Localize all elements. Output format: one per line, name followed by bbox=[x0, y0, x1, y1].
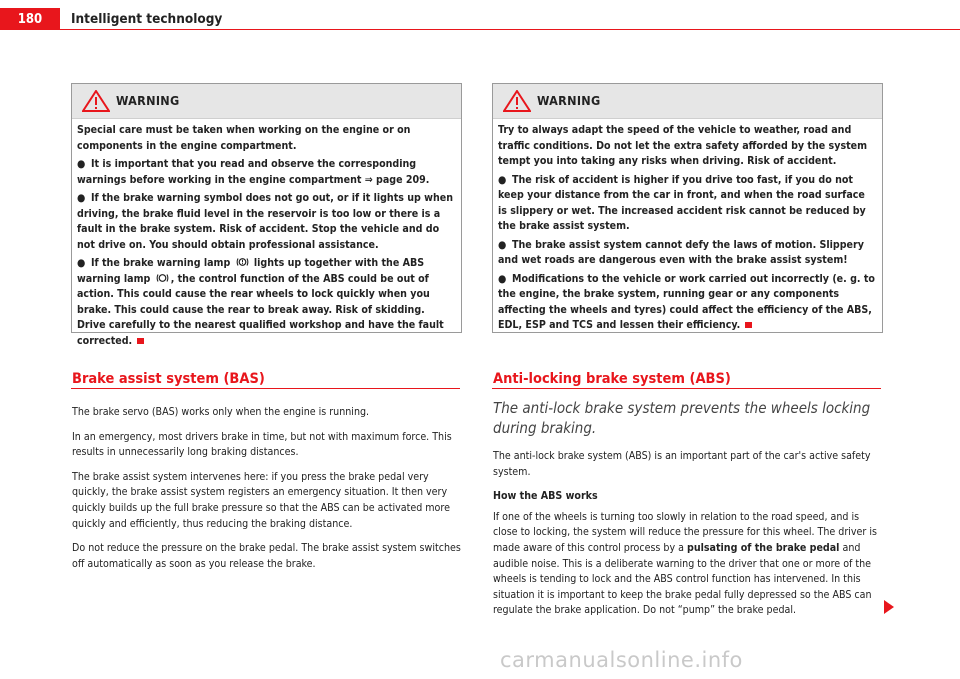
paragraph: The brake assist system intervenes here: if you press the brake pedal very quickly, the brake assist system registers an emergency situation. It then very quickly builds up the full brake pressure so that the ABS can be activated more quickly and efficiently, thus reducing the braking distance. bbox=[72, 470, 450, 530]
warning-label: WARNING bbox=[116, 93, 180, 108]
paragraph: Do not reduce the pressure on the brake pedal. The brake assist system switches off automatically as soon as you release the brake. bbox=[72, 542, 461, 570]
brake-warning-lamp-icon bbox=[236, 257, 249, 267]
paragraph: The brake servo (BAS) works only when the engine is running. bbox=[72, 406, 370, 418]
abs-section-title: Anti-locking brake system (ABS) bbox=[493, 371, 731, 387]
abs-intro: The anti-lock brake system prevents the wheels locking during braking. bbox=[493, 399, 871, 437]
bas-title-rule bbox=[71, 388, 460, 389]
how-abs-works-heading: How the ABS works bbox=[493, 490, 598, 503]
warning-item: ● It is important that you read and observe the corresponding warnings before working in the engine compartment ⇒ page 209. bbox=[77, 158, 430, 186]
bullet-icon: ● bbox=[498, 173, 507, 186]
warning-triangle-icon bbox=[82, 90, 110, 112]
warning-label: WARNING bbox=[537, 93, 601, 108]
emphasis: pulsating of the brake pedal bbox=[687, 541, 840, 554]
warning-item: ● The risk of accident is higher if you drive too fast, if you do not keep your distance from the car in front, and when the road surface is slippery or wet. The increased accident risk cannot be reduced by the brake assist system. bbox=[498, 173, 866, 232]
warning-intro: Try to always adapt the speed of the vehicle to weather, road and traffic conditions. Do not let the extra safety afforded by the system tempt you into taking any risks when driving. Risk of accident. bbox=[498, 124, 868, 167]
chapter-title: Intelligent technology bbox=[71, 11, 223, 27]
bullet-icon: ● bbox=[77, 257, 86, 269]
section-end-icon bbox=[137, 338, 144, 344]
abs-body bbox=[493, 449, 883, 628]
watermark: carmanualsonline.info bbox=[500, 648, 743, 672]
warning-box-engine-brakes bbox=[71, 83, 462, 347]
bullet-icon: ● bbox=[77, 158, 86, 170]
abs-warning-lamp-icon bbox=[156, 273, 169, 283]
bullet-icon: ● bbox=[498, 238, 507, 251]
abs-title-rule bbox=[492, 388, 881, 389]
warning-intro: Special care must be taken when working on the engine or on components in the engine compartment. bbox=[77, 124, 411, 152]
bas-section-title: Brake assist system (BAS) bbox=[72, 371, 265, 387]
warning-item: ● If the brake warning symbol does not go out, or if it lights up when driving, the brake fluid level in the reservoir is too low or there is a fault in the brake system. Risk of accident. Stop the vehicle and do not drive on. You should obtain professional assistance. bbox=[77, 192, 454, 251]
page-number: 180 bbox=[0, 8, 60, 30]
bullet-icon: ● bbox=[77, 192, 86, 204]
warning-header bbox=[493, 84, 882, 119]
warning-box-driving-safety bbox=[492, 83, 883, 333]
section-end-icon bbox=[745, 322, 752, 328]
warning-item: ● The brake assist system cannot defy the laws of motion. Slippery and wet roads are dangerous even with the brake assist system! bbox=[498, 238, 864, 266]
paragraph: The anti-lock brake system (ABS) is an important part of the car's active safety system. bbox=[493, 450, 871, 478]
warning-body bbox=[493, 119, 882, 341]
warning-item: ● If the brake warning lamp lights up together with the ABS warning lamp , the control function of the ABS could be out of action. This could cause the rear wheels to lock quickly when you brake. This could cause the rear to break away. Risk of skidding. Drive carefully to the nearest qualified workshop and have the fault corrected. bbox=[77, 257, 444, 347]
bas-body bbox=[72, 405, 462, 581]
page-reference-link[interactable]: ⇒ page 209. bbox=[364, 173, 430, 186]
warning-triangle-icon bbox=[503, 90, 531, 112]
warning-header bbox=[72, 84, 461, 119]
warning-body bbox=[72, 119, 461, 356]
continue-arrow-icon[interactable] bbox=[884, 600, 894, 614]
page-header bbox=[0, 0, 960, 33]
warning-item: ● Modifications to the vehicle or work carried out incorrectly (e. g. to the engine, the brake system, running gear or any components affecting the wheels and tyres) could affect the efficiency of the ABS, EDL, ESP and TCS and lessen their efficiency. bbox=[498, 272, 875, 331]
header-divider bbox=[60, 29, 960, 30]
paragraph: In an emergency, most drivers brake in time, but not with maximum force. This results in unnecessarily long braking distances. bbox=[72, 430, 452, 459]
bullet-icon: ● bbox=[498, 272, 507, 285]
paragraph: If one of the wheels is turning too slowly in relation to the road speed, and is close to locking, the system will reduce the pressure for this wheel. The driver is made aware of this control process by a pulsating of the brake pedal and audible noise. This is a deliberate warning to the driver that one or more of the wheels is tending to lock and the ABS control function has intervened. In this situation it is important to keep the brake pedal fully depressed so the ABS can regulate the brake application. Do not “pump” the brake pedal. bbox=[493, 510, 877, 617]
